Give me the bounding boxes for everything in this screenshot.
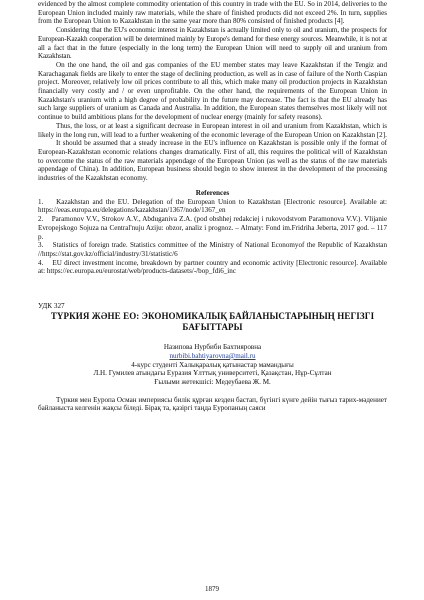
author-affiliation-1: 4-курс студенті Халықаралық қатынастар мамандығы [131, 360, 294, 369]
reference-item-2: 2. Paramonov V.V., Strokov A.V., Abduganiva Z.A. (pod obshhej redakciej i rukovodstvom Paramonova V.V.). Vlijanie Evropejskogo Sojuza na Central'nuju Aziju: obzor, analiz i prognoz. – Almaty: Fond im.Fridriha Jeberta, 2017 god. – 117 p. [38, 215, 387, 241]
supervisor-line: Ғылыми жетекшісі: Медеубаева Ж. М. [154, 377, 271, 386]
body-paragraph-4: Thus, the loss, or at least a significant decrease in European interest in oil and uranium from Kazakhstan, which is likely in the long run, will lead to a further weakening of the economic leverage of the European Union on Kazakhstan [2]. [38, 121, 387, 139]
reference-item-1: 1. Kazakhstan and the EU. Delegation of the European Union to Kazakhstan [Electronic resource]. Available at: https://eeas.europa.eu/delegations/kazakhstan/1367/node/1367_en [38, 197, 387, 215]
author-name: Назипова Нурбиби Бахтияровна [163, 343, 262, 352]
reference-item-4: 4. EU direct investment income, breakdown by partner country and economic activity [Electronic resource]. Available at: https://ec.europa.eu/eurostat/web/products-datasets/-/bop_fdi6_inc [38, 258, 387, 276]
body-paragraph-3: On the one hand, the oil and gas companies of the EU member states may leave Kazakhstan if the Tengiz and Karachaganak fields are likely to enter the stage of declining production, as well as in case of failure of the North Caspian project. Moreover, relatively low oil prices contribute to all this, which make many oil production projects in Kazakhstan financially very costly and / or even unprofitable. On the other hand, the requirements of the European Union in Kazakhstan's uranium with a high degree of probability in the future may decrease. The fact is that the EU already has such large suppliers of uranium as Canada and Australia. In addition, the European states themselves most likely will not continue to build ambitious plans for the development of nuclear energy (mainly for safety reasons). [38, 60, 387, 122]
body-paragraph-5: It should be assumed that a steady increase in the EU's influence on Kazakhstan is possible only if the format of European-Kazakhstan economic relations changes dramatically. First of all, this requires the political will of Kazakhstan to overcome the status of the raw materials appendage of the European Union (as well as the status of the raw materials appendage of China). In addition, European business should begin to show interest in the development of the processing industries of the Kazakhstan economy. [38, 139, 387, 183]
body-paragraph-1: evidenced by the almost complete commodity orientation of this country in trade with the EU. So in 2014, deliveries to the European Union included mainly raw materials, while the share of finished products did not exceed 2%. In turn, supplies from the European Union to Kazakhstan in the same year more than 80% consisted of finished products [4]. [38, 0, 387, 26]
author-email-link[interactable]: nurbibi.bahtiyarovna@mail.ru [169, 351, 256, 360]
article-body-paragraph: Түркия мен Еуропа Осман империясы билік құрған кезден бастап, бүгінгі күнге дейін тығыз тарих-мәдениет байланыста келгенін жақсы біледі. Бірақ та, қазіргі таңда Еуропаның саяси [38, 395, 387, 413]
udk-code: УДК 327 [38, 302, 65, 311]
reference-item-3: 3. Statistics of foreign trade. Statistics committee of the Ministry of National Economyof the Republic of Kazakhstan //https://stat.gov.kz/official/industry/31/statistic/6 [38, 241, 387, 258]
article-title: ТҮРКИЯ ЖӘНЕ ЕО: ЭКОНОМИКАЛЫҚ БАЙЛАНЫСТАРЫНЫҢ НЕГІЗГІ БАҒЫТТАРЫ [50, 311, 375, 333]
page-number: 1879 [205, 585, 219, 593]
references-heading: References [195, 188, 230, 197]
body-paragraph-2: Considering that the EU's economic interest in Kazakhstan is actually limited only to oil and uranium, the prospects for European-Kazakh cooperation will be determined mainly by Europe's demand for these energy sources. Meanwhile, it is not at all a fact that in the future (especially in the long term) the European Union will need to supply oil and uranium from Kazakhstan. [38, 26, 387, 61]
document-page [38, 0, 387, 600]
author-affiliation-2: Л.Н. Гумилев атындағы Еуразия Ұлттық университеті, Қазақстан, Нұр-Сұлтан [93, 369, 332, 378]
author-email-line [38, 352, 387, 361]
